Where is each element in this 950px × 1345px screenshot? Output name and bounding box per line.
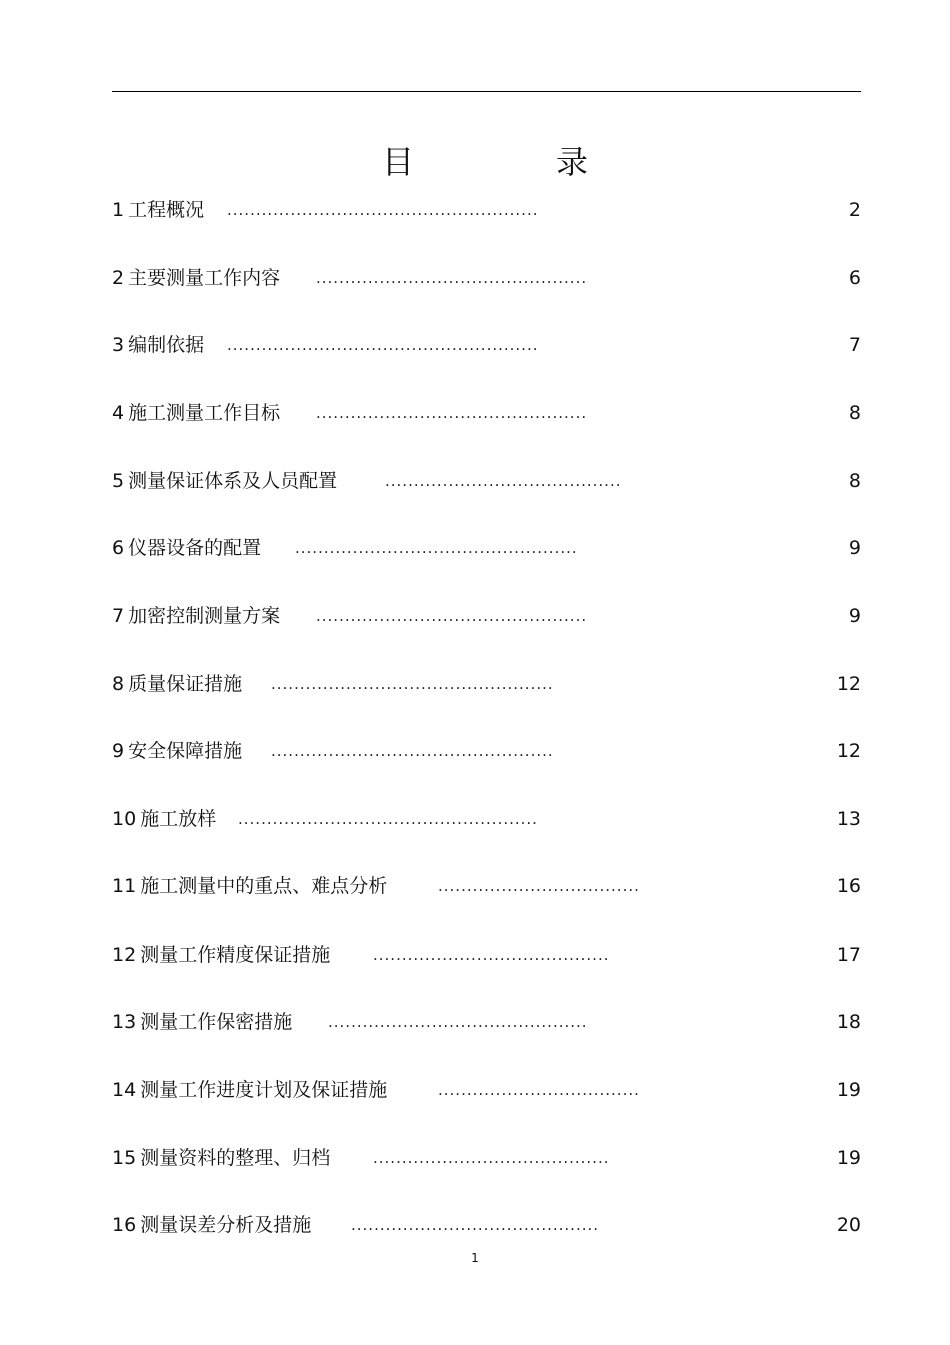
toc-entry-page: 16 [836, 875, 861, 897]
toc-entry-label: 工程概况 [128, 199, 205, 221]
toc-entry-label: 测量资料的整理、归档 [140, 1147, 331, 1169]
toc-entry-5[interactable] [112, 466, 861, 496]
toc-entry-label: 安全保障措施 [128, 740, 243, 762]
toc-entry-label: 仪器设备的配置 [128, 537, 262, 559]
toc-entry-number: 15 [112, 1147, 137, 1169]
toc-dot-leader: ............................................... [316, 607, 588, 625]
toc-dot-leader: ............................................. [328, 1013, 588, 1031]
toc-entry-label: 测量工作进度计划及保证措施 [140, 1079, 388, 1101]
toc-entry-page: 2 [848, 199, 861, 221]
toc-dot-leader: ................................................. [295, 539, 578, 557]
toc-dot-leader: .................................................... [238, 810, 538, 828]
toc-entry-14[interactable] [112, 1075, 861, 1105]
toc-entry-15[interactable] [112, 1143, 861, 1173]
toc-dot-leader: ................................................. [271, 675, 554, 693]
toc-entry-page: 8 [848, 402, 861, 424]
toc-entry-page: 9 [848, 605, 861, 627]
toc-dot-leader: ........................................... [351, 1216, 600, 1234]
toc-entry-number: 9 [112, 740, 125, 762]
toc-entry-3[interactable] [112, 330, 861, 360]
toc-entry-label: 质量保证措施 [128, 673, 243, 695]
toc-entry-16[interactable] [112, 1210, 861, 1240]
toc-entry-page: 20 [836, 1214, 861, 1236]
toc-entry-7[interactable] [112, 601, 861, 631]
toc-entry-number: 11 [112, 875, 137, 897]
toc-entry-6[interactable] [112, 533, 861, 563]
toc-entry-9[interactable] [112, 736, 861, 766]
toc-entry-number: 6 [112, 537, 125, 559]
toc-entry-4[interactable] [112, 398, 861, 428]
toc-dot-leader: ......................................... [385, 472, 622, 490]
toc-dot-leader: ......................................... [373, 946, 610, 964]
toc-entry-number: 8 [112, 673, 125, 695]
toc-entry-page: 19 [836, 1079, 861, 1101]
toc-entry-label: 编制依据 [128, 334, 205, 356]
toc-entry-page: 17 [836, 944, 861, 966]
title-char-1: 目 [382, 143, 415, 181]
toc-entry-number: 16 [112, 1214, 137, 1236]
toc-entry-1[interactable] [112, 195, 861, 225]
toc-entry-label: 测量工作精度保证措施 [140, 944, 331, 966]
page-number: 1 [471, 1251, 479, 1265]
toc-entry-10[interactable] [112, 804, 861, 834]
toc-dot-leader: ................................... [438, 877, 640, 895]
toc-entry-label: 测量误差分析及措施 [140, 1214, 312, 1236]
toc-entry-page: 19 [836, 1147, 861, 1169]
toc-entry-page: 12 [836, 740, 861, 762]
toc-entry-page: 9 [848, 537, 861, 559]
toc-dot-leader: ...................................................... [227, 201, 539, 219]
toc-entry-label: 测量工作保密措施 [140, 1011, 293, 1033]
toc-entry-number: 1 [112, 199, 125, 221]
toc-entry-11[interactable] [112, 871, 861, 901]
toc-entry-number: 14 [112, 1079, 137, 1101]
toc-dot-leader: ................................... [438, 1081, 640, 1099]
toc-entry-number: 12 [112, 944, 137, 966]
toc-entry-number: 13 [112, 1011, 137, 1033]
toc-entry-12[interactable] [112, 940, 861, 970]
title-char-2: 录 [556, 143, 589, 181]
toc-dot-leader: ................................................. [271, 742, 554, 760]
toc-dot-leader: ............................................... [316, 269, 588, 287]
toc-entry-label: 施工测量中的重点、难点分析 [140, 875, 388, 897]
toc-entry-number: 10 [112, 808, 137, 830]
toc-entry-page: 12 [836, 673, 861, 695]
toc-dot-leader: ...................................................... [227, 336, 539, 354]
toc-entry-label: 施工放样 [140, 808, 217, 830]
toc-entry-number: 5 [112, 470, 125, 492]
toc-entry-2[interactable] [112, 263, 861, 293]
toc-entry-number: 4 [112, 402, 125, 424]
toc-entry-page: 6 [848, 267, 861, 289]
toc-dot-leader: ......................................... [373, 1149, 610, 1167]
toc-entry-page: 8 [848, 470, 861, 492]
toc-entry-number: 7 [112, 605, 125, 627]
toc-entry-page: 7 [848, 334, 861, 356]
toc-entry-number: 2 [112, 267, 125, 289]
toc-entry-label: 加密控制测量方案 [128, 605, 281, 627]
toc-entry-number: 3 [112, 334, 125, 356]
toc-entry-13[interactable] [112, 1007, 861, 1037]
toc-entry-label: 施工测量工作目标 [128, 402, 281, 424]
toc-entry-page: 18 [836, 1011, 861, 1033]
toc-entry-label: 测量保证体系及人员配置 [128, 470, 338, 492]
toc-dot-leader: ............................................... [316, 404, 588, 422]
toc-entry-page: 13 [836, 808, 861, 830]
toc-entry-label: 主要测量工作内容 [128, 267, 281, 289]
toc-entry-8[interactable] [112, 669, 861, 699]
